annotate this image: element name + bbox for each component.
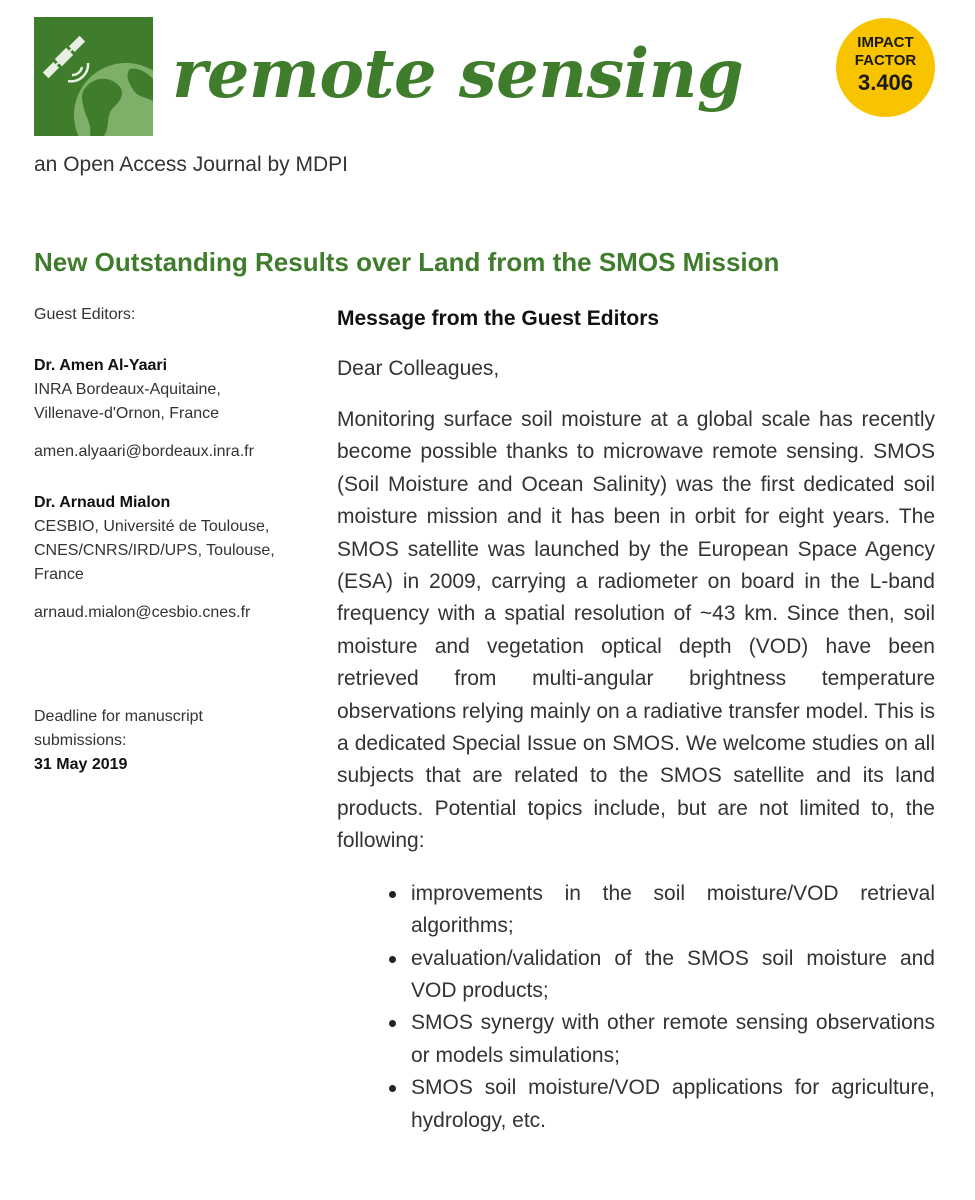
impact-factor-label-line2: FACTOR xyxy=(854,52,917,69)
message-salutation: Dear Colleagues, xyxy=(337,357,500,380)
list-item xyxy=(411,878,935,943)
journal-title: remote sensing xyxy=(172,34,744,113)
deadline-date: 31 May 2019 xyxy=(34,756,128,773)
list-item xyxy=(411,1072,935,1137)
editor-affiliation-line: France xyxy=(34,566,84,583)
bullet-icon xyxy=(389,1085,396,1092)
journal-tagline: an Open Access Journal by MDPI xyxy=(34,153,348,176)
deadline-label-line: Deadline for manuscript xyxy=(34,708,203,725)
editor-affiliation-line: CNES/CNRS/IRD/UPS, Toulouse, xyxy=(34,542,275,559)
list-item xyxy=(411,943,935,1008)
list-item xyxy=(411,1007,935,1072)
topic-text: SMOS soil moisture/VOD applications for agriculture, hydrology, etc. xyxy=(411,1076,935,1132)
editor-email-link[interactable]: arnaud.mialon@cesbio.cnes.fr xyxy=(34,604,251,621)
message-panel xyxy=(337,304,935,1137)
satellite-globe-icon xyxy=(34,17,153,136)
editor-name: Dr. Amen Al-Yaari xyxy=(34,357,168,374)
editor-card xyxy=(34,491,309,625)
topic-text: evaluation/validation of the SMOS soil moisture and VOD products; xyxy=(411,946,935,1002)
topic-text: improvements in the soil moisture/VOD retrieval algorithms; xyxy=(411,881,935,938)
deadline-label-line: submissions: xyxy=(34,732,127,749)
editor-affiliation-line: CESBIO, Université de Toulouse, xyxy=(34,518,270,535)
impact-factor-badge xyxy=(836,18,935,117)
editor-card xyxy=(34,354,309,464)
impact-factor-label-line1: IMPACT xyxy=(857,34,914,51)
editor-affiliation-line: Villenave-d'Ornon, France xyxy=(34,405,220,422)
editor-email-link[interactable]: amen.alyaari@bordeaux.inra.fr xyxy=(34,443,254,460)
journal-logo xyxy=(34,17,153,136)
bullet-icon xyxy=(389,891,396,898)
impact-factor-value: 3.406 xyxy=(857,70,914,95)
special-issue-title: New Outstanding Results over Land from the SMOS Mission xyxy=(34,247,780,277)
editor-affiliation-line: INRA Bordeaux-Aquitaine, xyxy=(34,381,221,398)
bullet-icon xyxy=(389,956,396,963)
editor-name: Dr. Arnaud Mialon xyxy=(34,494,171,511)
topic-text: SMOS synergy with other remote sensing observations or models simulations; xyxy=(411,1011,935,1067)
bullet-icon xyxy=(389,1020,396,1027)
topics-list xyxy=(337,878,935,1137)
guest-editors-panel xyxy=(34,303,309,777)
message-heading: Message from the Guest Editors xyxy=(337,307,660,330)
message-body: Monitoring surface soil moisture at a global scale has recently become possible thanks to microwave remote sensing. SMOS (Soil Moisture and Ocean Salinity) was the first dedicated soil moisture mission and it has been in orbit for eight years. The SMOS satellite was launched by the European Space Agency (ESA) in 2009, carrying a radiometer on board in the L-band frequency with a spatial resolution of ~43 km. Since then, soil moisture and vegetation optical depth (VOD) have been retrieved from multi-angular brightness temperature observations relying mainly on a radiative transfer model. This is a dedicated Special Issue on SMOS. We welcome studies on all subjects that are related to the SMOS satellite and its land products. Potential topics include, but are not limited to, the following: xyxy=(337,408,935,853)
guest-editors-label: Guest Editors: xyxy=(34,306,136,323)
